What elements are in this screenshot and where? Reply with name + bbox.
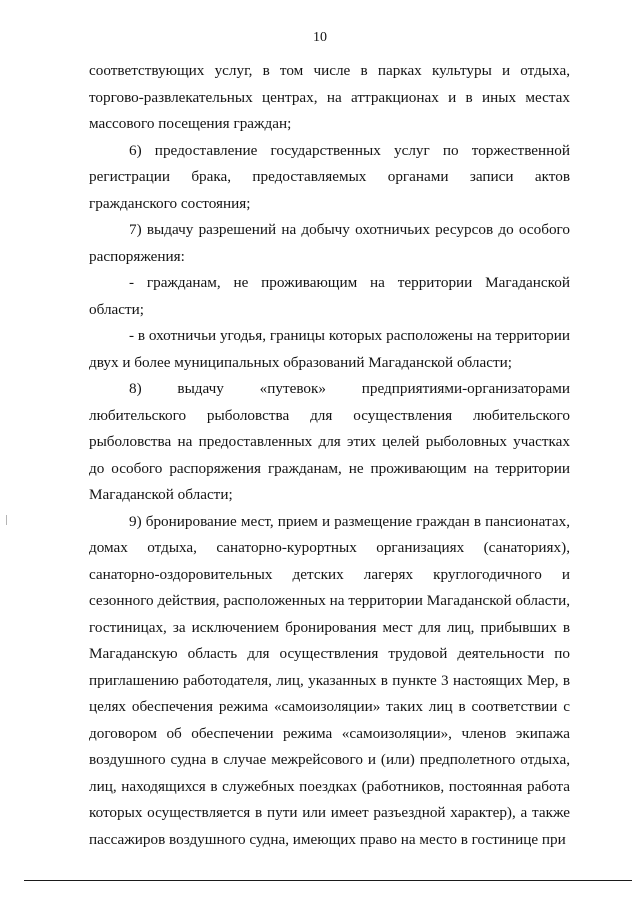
scan-artifact [6,515,7,525]
document-body [89,58,570,853]
paragraph-item-6: 6) предоставление государственных услуг по торжественной регистрации брака, предоставляемых органами записи актов гражданского состояния; [89,141,570,212]
paragraph-item-9: 9) бронирование мест, прием и размещение граждан в пансионатах, домах отдыха, санаторно-курортных организациях (санаториях), санаторно-оздоровительных детских лагерях круглогодичного и сезонного действия, расположенных на территории Магаданской области, гостиницах, за исключением бронирования мест для лиц, прибывших в Магаданскую область для осуществления трудовой деятельности по приглашению работодателя, лиц, указанных в пункте 3 настоящих Мер, в целях обеспечения режима «самоизоляции» таких лиц в соответствии с договором об обеспечении режима «самоизоляции», членов экипажа воздушного судна в случае межрейсового и (или) предполетного отдыха, лиц, находящихся в служебных поездках (работников, постоянная работа которых осуществляется в пути или имеет разъездной характер), а также пассажиров воздушного судна, имеющих право на место в гостинице при [89,512,570,848]
page-number: 10 [313,30,327,45]
paragraph-item-7-sub-1: - гражданам, не проживающим на территории Магаданской области; [89,274,570,318]
paragraph-item-8: 8) выдачу «путевок» предприятиями-организаторами любительского рыболовства для осуществления любительского рыболовства на предоставленных для этих целей рыболовных участках до особого распоряжения гражданам, не проживающим на территории Магаданской области; [89,380,570,503]
paragraph-continuation: соответствующих услуг, в том числе в парках культуры и отдыха, торгово-развлекательных центрах, на аттракционах и в иных местах массового посещения граждан; [89,62,570,132]
paragraph-item-7: 7) выдачу разрешений на добычу охотничьих ресурсов до особого распоряжения: [89,221,570,265]
page-bottom-edge [24,880,632,881]
paragraph-item-7-sub-2: - в охотничьи угодья, границы которых расположены на территории двух и более муниципальных образований Магаданской области; [89,327,570,371]
